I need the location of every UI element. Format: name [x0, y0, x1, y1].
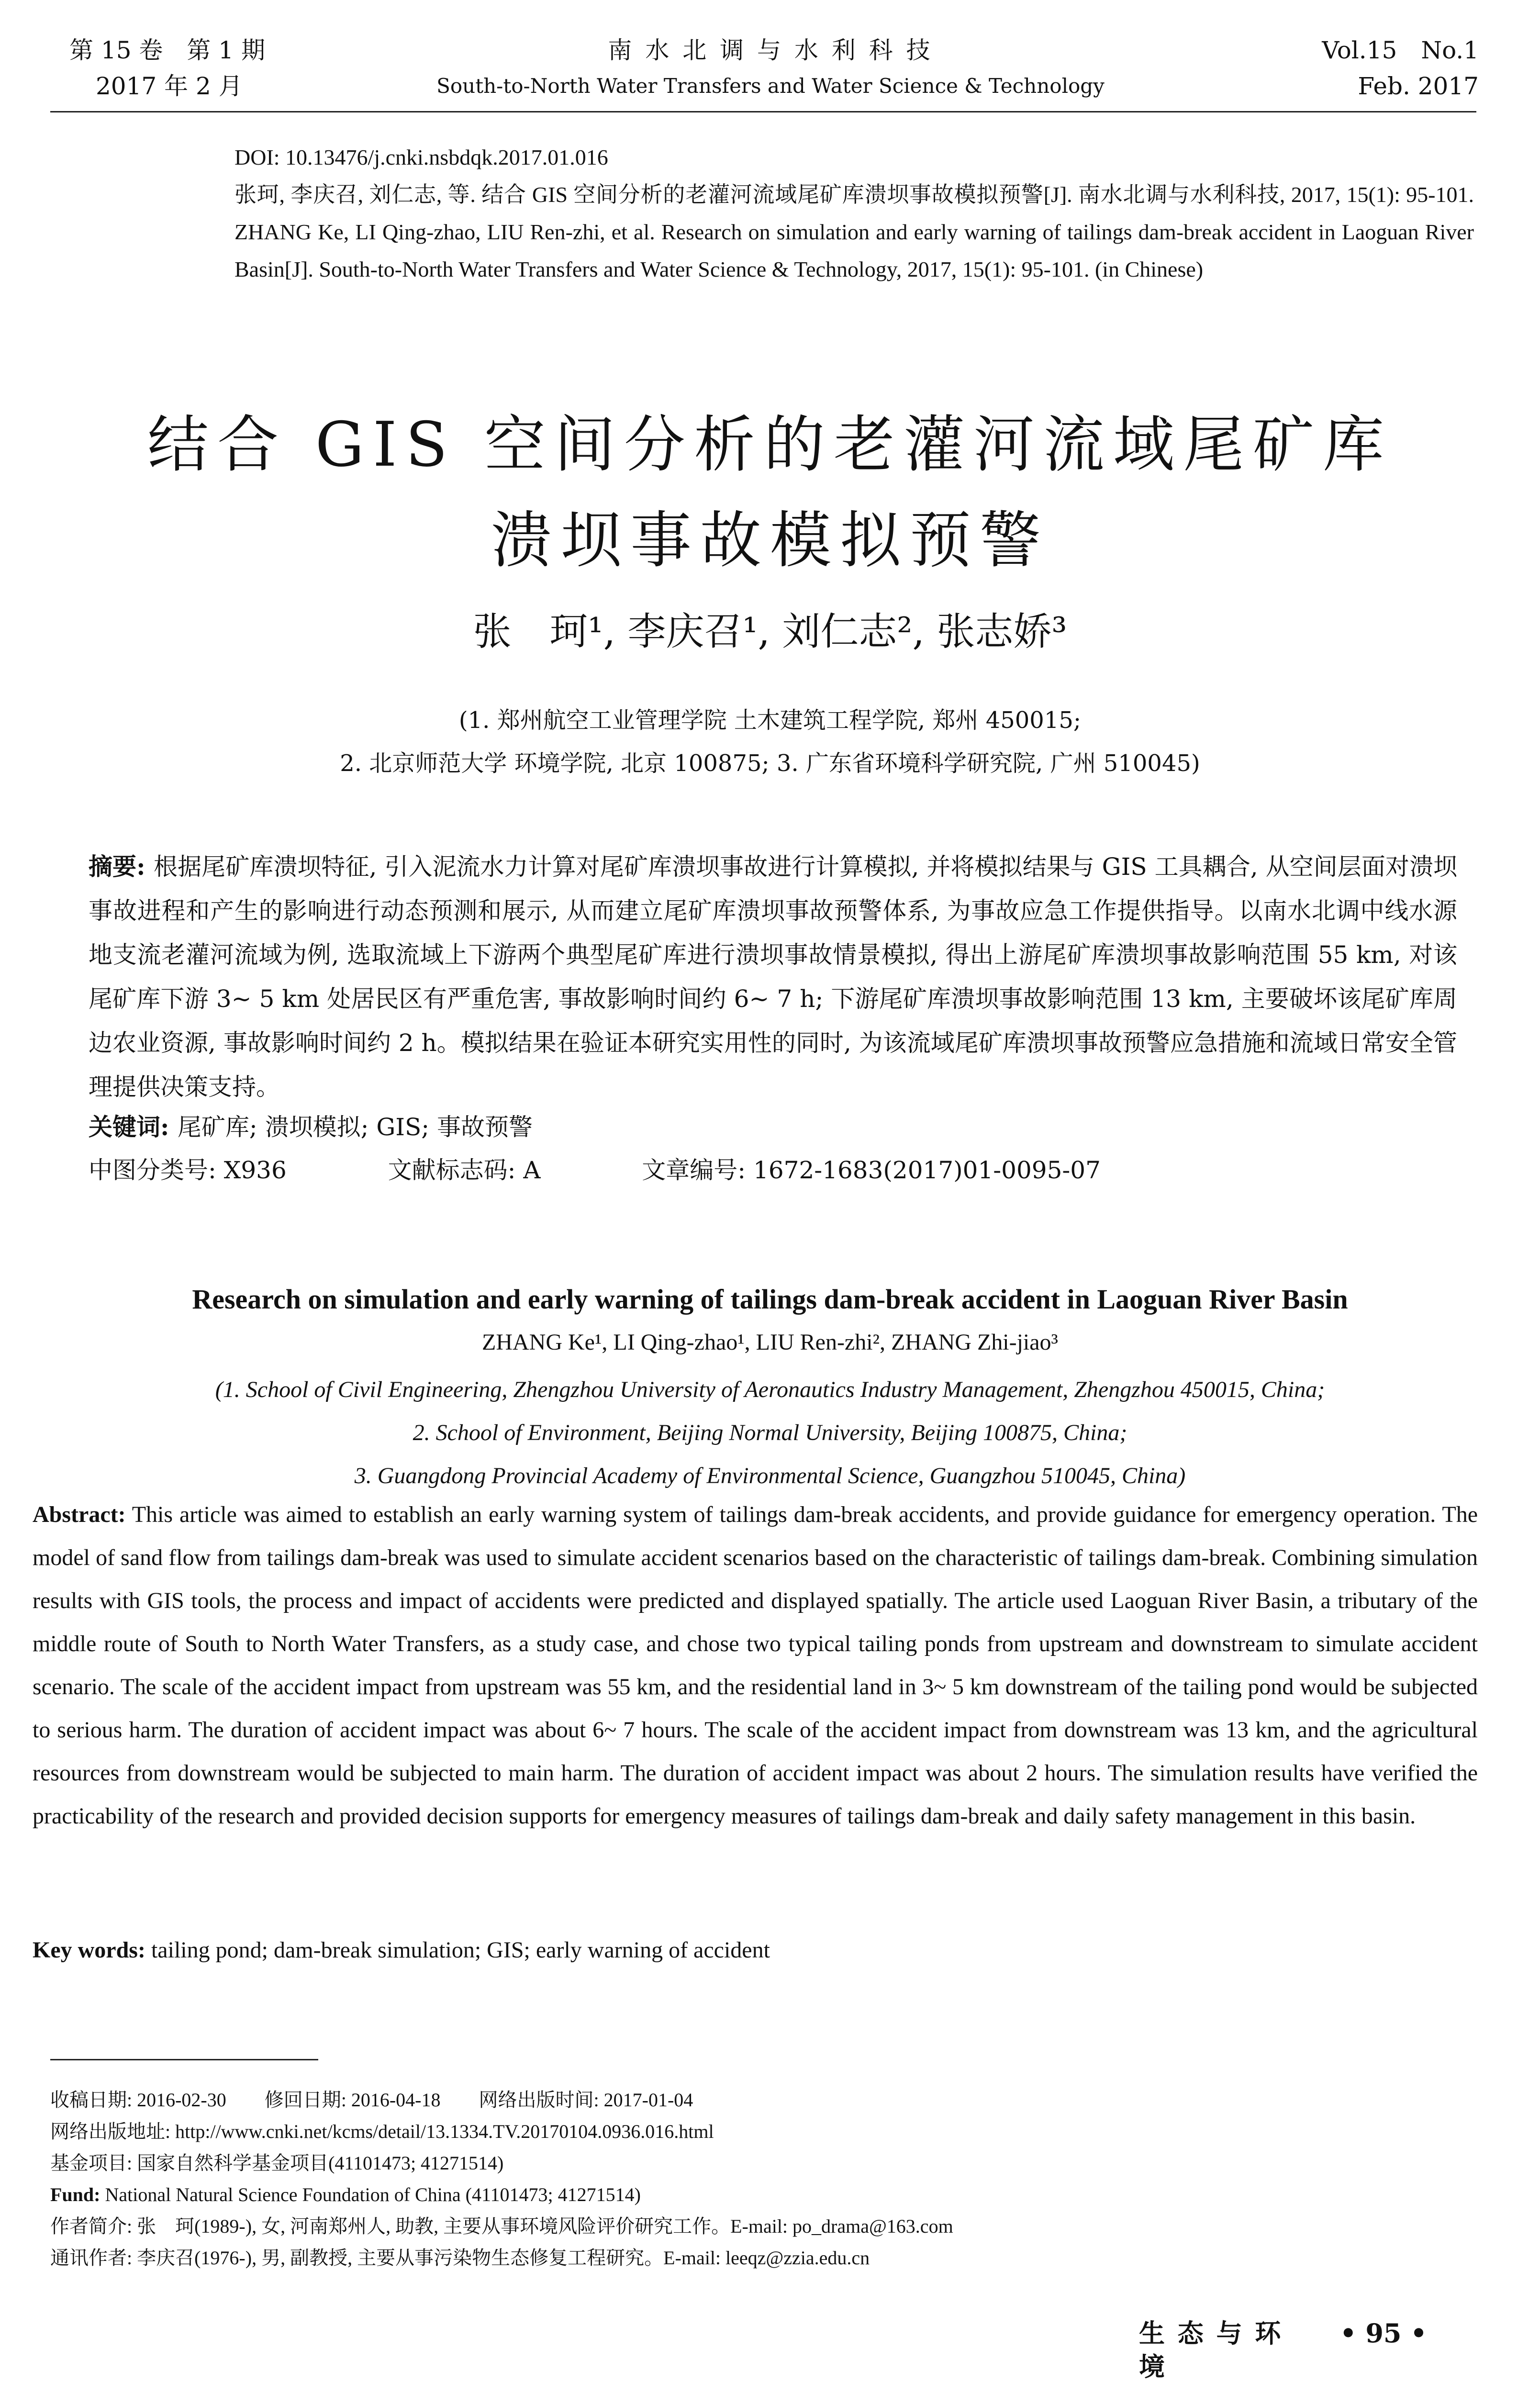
authors-en: ZHANG Ke¹, LI Qing-zhao¹, LIU Ren-zhi², ZHANG Zhi-jiao³	[482, 1330, 1058, 1355]
header-rule	[50, 111, 1476, 112]
abstract-cn: 摘要: 根据尾矿库溃坝特征, 引入泥流水力计算对尾矿库溃坝事故进行计算模拟, 并将模拟结果与 GIS 工具耦合, 从空间层面对溃坝事故进程和产生的影响进行动态预测和展示, 从而建立尾矿库溃坝事故预警体系, 为事故应急工作提供指导。以南水北调中线水源地支流老灌河流域为例, 选取流域上下游两个典型尾矿库进行溃坝事故情景模拟, 得出上游尾矿库溃坝事故影响范围 55 km, 对该尾矿库下游 3~ 5 km 处居民区有严重危害, 事故影响时间约 6~ 7 h; 下游尾矿库溃坝事故影响范围 13 km, 主要破坏该尾矿库周边农业资源, 事故影响时间约 2 h。模拟结果在验证本研究实用性的同时, 为该流域尾矿库溃坝事故预警应急措施和流域日常安全管理提供决策支持。	[89, 852, 1457, 1101]
footer-section: 生 态 与 环 境	[1139, 2318, 1283, 2382]
abstract-cn-label: 摘要	[89, 852, 137, 881]
abstract-en-label: Abstract:	[33, 1502, 126, 1527]
abstract-en-text: This article was aimed to establish an early warning system of tailings dam-break accidents, and provide guidance for emergency operation. The model of sand flow from tailings dam-break was used to simulate accident scenarios based on the characteristic of tailings dam-break. Combining simulation results with GIS tools, the process and impact of accidents were predicted and displayed spatially. The article used Laoguan River Basin, a tributary of the middle route of South to North Water Transfers, as a study case, and chose two typical tailing ponds from upstream and downstream to simulate accident scenario. The scale of the accident impact from upstream was 55 km, and the residential land in 3~ 5 km downstream of the tailing pond would be subjected to serious harm. The duration of accident impact was about 6~ 7 hours. The scale of the accident impact from downstream was 13 km, and the agricultural resources from downstream would be subjected to main harm. The duration of accident impact was about 2 hours. The simulation results have verified the practicability of the research and provided decision supports for emergency measures of tailings dam-break and daily safety management in this basin.	[33, 1502, 1478, 1829]
doi: DOI: 10.13476/j.cnki.nsbdqk.2017.01.016	[234, 145, 608, 169]
fund-en-label: Fund:	[50, 2184, 100, 2205]
keywords-en-text: tailing pond; dam-break simulation; GIS; early warning of accident	[151, 1937, 770, 1963]
affiliation-cn-line1: (1. 郑州航空工业管理学院 土木建筑工程学院, 郑州 450015;	[458, 707, 1082, 734]
affiliation-en-line1: (1. School of Civil Engineering, Zhengzhou University of Aeronautics Industry Management, Zhengzhou 450015, China;	[215, 1377, 1325, 1402]
affiliation-cn-line2: 2. 北京师范大学 环境学院, 北京 100875; 3. 广东省环境科学研究院, 广州 510045)	[340, 750, 1200, 777]
article-number: 文章编号: 1672-1683(2017)01-0095-07	[642, 1156, 1101, 1184]
keywords-cn-text: 尾矿库; 溃坝模拟; GIS; 事故预警	[177, 1113, 533, 1141]
footnote-fund-cn: 基金项目: 国家自然科学基金项目(41101473; 41271514)	[50, 2152, 504, 2174]
header-date-cn: 2017 年 2 月	[96, 72, 243, 100]
clc-number: 中图分类号: X936	[89, 1156, 287, 1184]
header-volume-issue: 第 15 卷 第 1 期	[69, 36, 266, 64]
keywords-en-label: Key words:	[33, 1937, 145, 1963]
header-journal-en: South-to-North Water Transfers and Water Science & Technology	[436, 74, 1105, 98]
page-number: • 95 •	[1340, 2318, 1427, 2348]
affiliation-en-line3: 3. Guangdong Provincial Academy of Environmental Science, Guangzhou 510045, China)	[354, 1463, 1186, 1488]
keywords-en	[33, 1929, 1478, 1972]
keywords-cn-label: 关键词	[89, 1113, 160, 1141]
footnote-fund-en	[50, 2179, 1476, 2211]
fund-en-text: National Natural Science Foundation of China (41101473; 41271514)	[105, 2184, 641, 2205]
affiliation-en-line2: 2. School of Environment, Beijing Normal University, Beijing 100875, China;	[413, 1420, 1127, 1445]
title-cn-line2: 溃坝事故模拟预警	[490, 505, 1049, 576]
abstract-cn-text: 根据尾矿库溃坝特征, 引入泥流水力计算对尾矿库溃坝事故进行计算模拟, 并将模拟结果与 GIS 工具耦合, 从空间层面对溃坝事故进程和产生的影响进行动态预测和展示, 从而建立尾矿库溃坝事故预警体系, 为事故应急工作提供指导。以南水北调中线水源地支流老灌河流域为例, 选取流域上下游两个典型尾矿库进行溃坝事故情景模拟, 得出上游尾矿库溃坝事故影响范围 55 km, 对该尾矿库下游 3~ 5 km 处居民区有严重危害, 事故影响时间约 6~ 7 h; 下游尾矿库溃坝事故影响范围 13 km, 主要破坏该尾矿库周边农业资源, 事故影响时间约 2 h。模拟结果在验证本研究实用性的同时, 为该流域尾矿库溃坝事故预警应急措施和流域日常安全管理提供决策支持。	[89, 853, 1457, 1101]
title-cn-line1: 结合 GIS 空间分析的老灌河流域尾矿库	[147, 409, 1393, 481]
header-vol-no-en: Vol.15 No.1	[1322, 36, 1479, 64]
abstract-en	[33, 1493, 1478, 1838]
footnote-author-bio: 作者简介: 张 珂(1989-), 女, 河南郑州人, 助教, 主要从事环境风险评价研究工作。E-mail: po_drama@163.com	[50, 2215, 953, 2237]
footnote-dates: 收稿日期: 2016-02-30 修回日期: 2016-04-18 网络出版时间: 2017-01-04	[50, 2089, 693, 2111]
footnote-online-url: 网络出版地址: http://www.cnki.net/kcms/detail/13.1334.TV.20170104.0936.016.html	[50, 2121, 714, 2142]
keywords-cn: 关键词: 尾矿库; 溃坝模拟; GIS; 事故预警	[89, 1113, 533, 1141]
header-journal-cn: 南 水 北 调 与 水 利 科 技	[608, 36, 933, 64]
title-en: Research on simulation and early warning of tailings dam-break accident in Laoguan River Basin	[192, 1284, 1348, 1315]
document-code: 文献标志码: A	[388, 1156, 541, 1184]
footnote-rule	[50, 2059, 318, 2060]
header-date-en: Feb. 2017	[1358, 72, 1479, 100]
citation-reference: 张珂, 李庆召, 刘仁志, 等. 结合 GIS 空间分析的老灌河流域尾矿库溃坝事故模拟预警[J]. 南水北调与水利科技, 2017, 15(1): 95-101. ZHANG Ke, LI Qing-zhao, LIU Ren-zhi, et al. Research on simulation and early warning of tailings dam-break accident in Laoguan River Basin[J]. South-to-North Water Transfers and Water Science & Technology, 2017, 15(1): 95-101. (in Chinese)	[234, 182, 1474, 281]
classification-cn	[89, 1151, 1457, 1189]
footnote-corresponding-author: 通讯作者: 李庆召(1976-), 男, 副教授, 主要从事污染物生态修复工程研究。E-mail: leeqz@zzia.edu.cn	[50, 2247, 870, 2269]
authors-cn: 张 珂¹, 李庆召¹, 刘仁志², 张志娇³	[473, 609, 1067, 654]
